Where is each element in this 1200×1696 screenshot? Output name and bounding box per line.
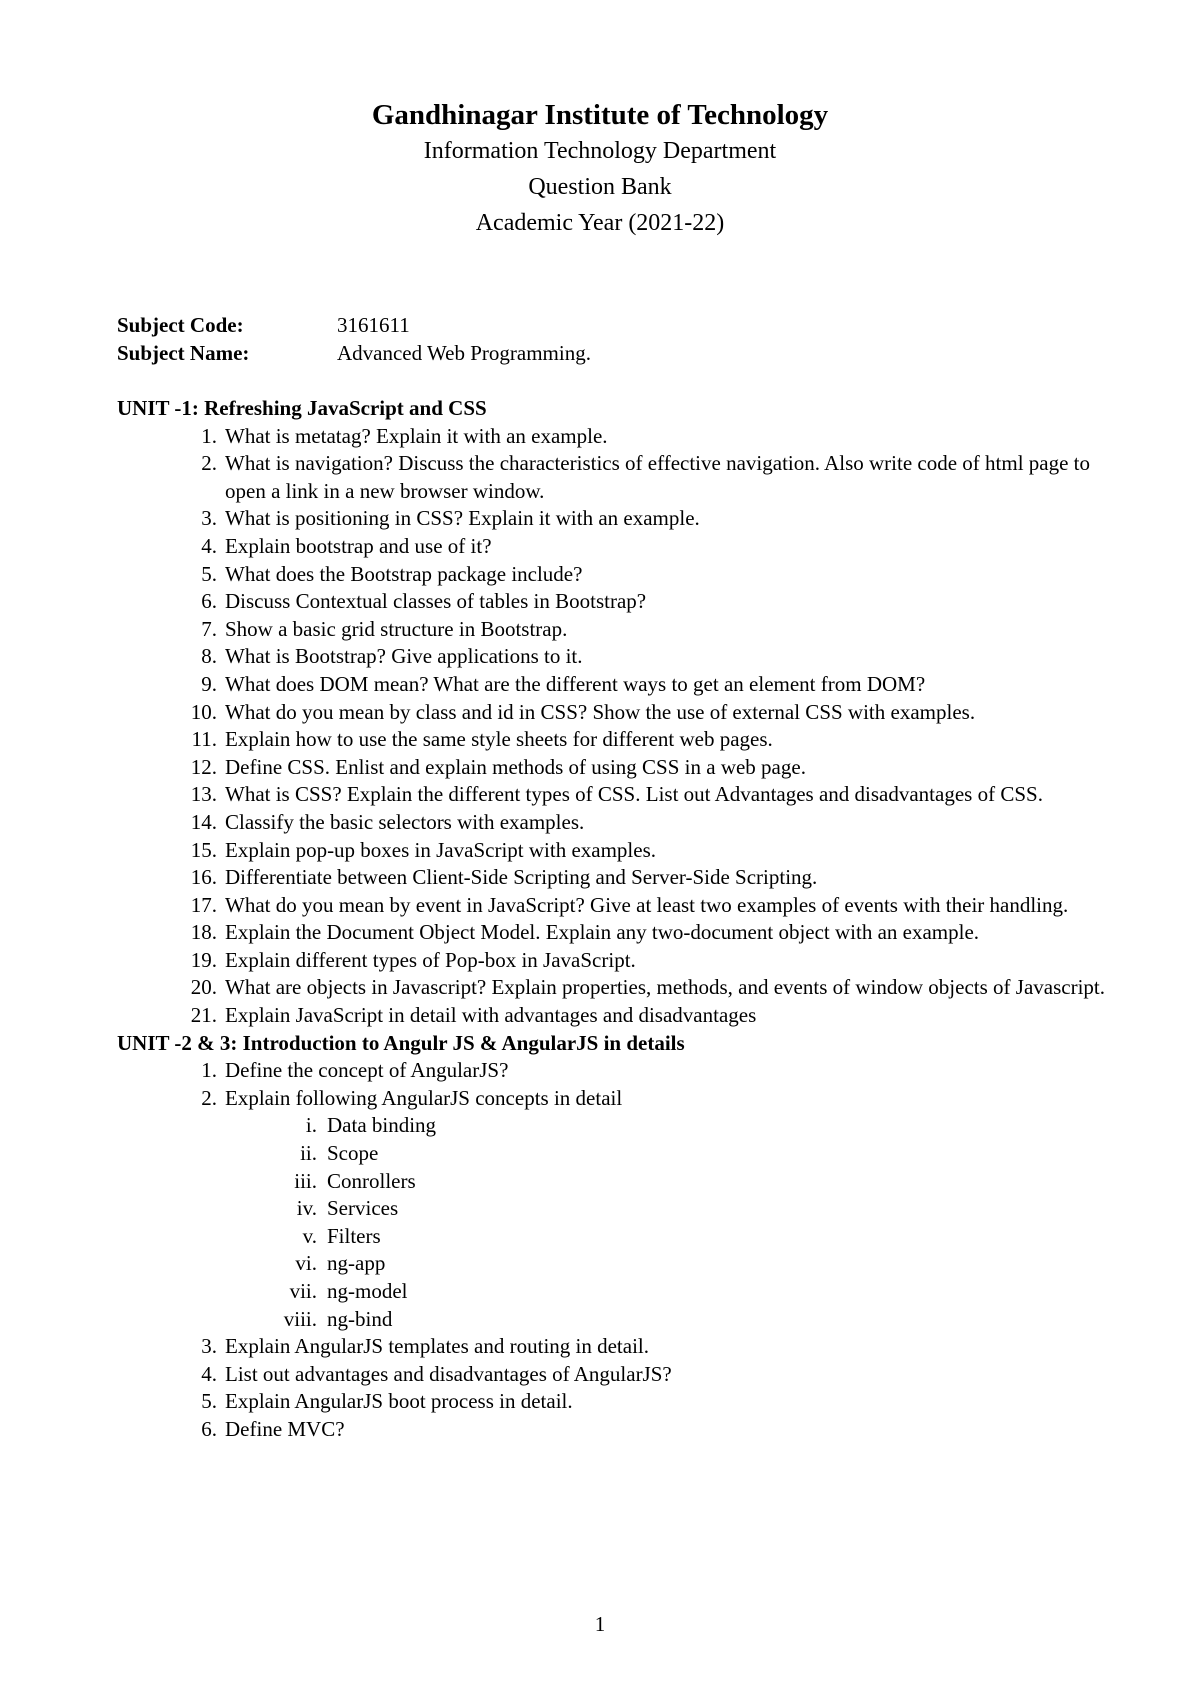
question-item [117,919,1107,947]
subitem-number: viii. [283,1306,317,1331]
question-item [117,588,1107,616]
question-item [117,1416,1107,1444]
subitem [117,1278,1107,1306]
question-item-text: What is navigation? Discuss the characteristics of effective navigation. Also write code of html page to open a link in a new browser window. [225,451,1091,503]
subitem [117,1250,1107,1278]
question-item [117,837,1107,865]
question-item [117,1057,1107,1085]
subitem [117,1223,1107,1251]
question-item [117,809,1107,837]
subject-info [117,311,591,367]
unit-2-subitem-list [117,1112,1107,1333]
unit-1-question-list [117,423,1107,1030]
question-item-number: 1. [201,423,217,448]
subitem-text: Filters [327,1223,381,1248]
question-item-text: What is positioning in CSS? Explain it with an example. [225,506,700,531]
question-item-text: What does the Bootstrap package include? [225,561,583,586]
question-item-text: Explain JavaScript in detail with advantages and disadvantages [225,1003,757,1028]
question-item-number: 11. [191,727,217,752]
unit-2-question-list [117,1333,1107,1443]
question-item [117,947,1107,975]
subject-name-label: Subject Name: [117,341,250,365]
question-text: Explain following AngularJS concepts in detail [225,1085,623,1110]
question-item-text: Differentiate between Client-Side Scripting and Server-Side Scripting. [225,865,818,890]
question-item-text: Explain AngularJS templates and routing in detail. [225,1334,650,1359]
question-item-number: 3. [201,1334,217,1359]
question-content [117,395,1107,1444]
question-item-text: What is metatag? Explain it with an example. [225,423,608,448]
question-item [117,505,1107,533]
question-item-number: 4. [201,533,217,558]
question-item-number: 18. [190,920,217,945]
question-item [117,1388,1107,1416]
question-item [117,864,1107,892]
unit-1-heading: UNIT -1: Refreshing JavaScript and CSS [117,396,487,420]
question-item-number: 9. [201,671,217,696]
subitem-number: vi. [295,1251,317,1276]
subject-name-value: Advanced Web Programming. [337,341,591,365]
question-item-text: Discuss Contextual classes of tables in Bootstrap? [225,589,647,614]
question-item-number: 14. [190,809,217,834]
academic-year-line: Academic Year (2021-22) [475,210,725,236]
subitem-text: Services [327,1196,399,1221]
question-item-number: 8. [201,644,217,669]
question-item-number: 5. [201,1389,217,1414]
question-item-text: What are objects in Javascript? Explain properties, methods, and events of window objects of Javascript. [225,975,1105,1000]
question-item-text: Explain different types of Pop-box in JavaScript. [225,947,636,972]
subject-name-row [117,339,591,367]
subitem-text: ng-bind [327,1306,393,1331]
question-item [117,450,1107,505]
subitem [117,1306,1107,1334]
question-item [117,754,1107,782]
question-item [117,1333,1107,1361]
question-item-number: 21. [190,1003,217,1028]
question-item-text: Show a basic grid structure in Bootstrap. [225,616,568,641]
unit-2-heading: UNIT -2 & 3: Introduction to Angulr JS & AngularJS in details [117,1030,685,1055]
subitem-number: iv. [296,1196,317,1221]
question-number: 2. [201,1085,217,1110]
subitem-number: vii. [289,1279,317,1303]
subitem-text: Scope [327,1141,379,1166]
question-item-text: Define CSS. Enlist and explain methods of using CSS in a web page. [225,754,806,779]
question-item [117,974,1107,1002]
question-text: Define the concept of AngularJS? [225,1058,509,1083]
institute-title: Gandhinagar Institute of Technology [371,99,829,131]
question-item-number: 19. [190,947,217,972]
question-item-number: 2. [201,451,217,476]
question-item-text: Explain pop-up boxes in JavaScript with examples. [225,837,657,862]
question-item-number: 20. [190,975,217,1000]
subitem-number: ii. [300,1141,317,1166]
question-item [117,726,1107,754]
question-number: 1. [201,1058,217,1083]
question-item-text: What do you mean by class and id in CSS? Show the use of external CSS with examples. [225,699,976,724]
subitem [117,1168,1107,1196]
question-item-number: 4. [201,1361,217,1386]
department-line: Information Technology Department [423,138,777,164]
question-item-text: What is Bootstrap? Give applications to it. [225,644,583,669]
question-item-text: List out advantages and disadvantages of AngularJS? [225,1361,672,1386]
question-item-number: 15. [190,837,217,862]
question-item [117,892,1107,920]
document-header [0,97,1200,241]
question-item-number: 6. [201,589,217,614]
question-item [117,561,1107,589]
question-item [117,616,1107,644]
page-number: 1 [594,1612,606,1636]
question-item [117,643,1107,671]
question-item-text: Explain AngularJS boot process in detail. [225,1389,573,1414]
subitem-text: ng-app [327,1251,386,1276]
doc-type-line: Question Bank [528,174,672,200]
subitem [117,1140,1107,1168]
question-item-text: Explain bootstrap and use of it? [225,533,492,558]
question-item-text: Explain how to use the same style sheets for different web pages. [225,727,773,752]
subitem-text: Conrollers [327,1168,416,1193]
subitem [117,1112,1107,1140]
question-item [117,1361,1107,1389]
question-item-number: 6. [201,1416,217,1441]
question-item [117,671,1107,699]
subject-code-value: 3161611 [337,313,410,337]
question-item [117,1085,1107,1113]
question-item-text: What does DOM mean? What are the different ways to get an element from DOM? [225,671,926,696]
question-item [117,1002,1107,1030]
subitem-text: Data binding [327,1113,437,1138]
question-item-number: 16. [190,865,217,890]
question-item [117,781,1107,809]
question-item-text: What do you mean by event in JavaScript? Give at least two examples of events with their handling. [225,892,1069,917]
question-item-number: 12. [190,754,217,779]
question-item-number: 5. [201,561,217,586]
question-item [117,533,1107,561]
question-item-number: 13. [190,782,217,807]
question-item [117,423,1107,451]
subitem [117,1195,1107,1223]
subitem-text: ng-model [327,1279,408,1303]
question-item-text: Explain the Document Object Model. Explain any two-document object with an example. [225,920,980,945]
question-item [117,699,1107,727]
subject-code-label: Subject Code: [117,313,244,337]
subitem-number: v. [302,1223,317,1248]
subitem-number: iii. [294,1168,317,1193]
question-item-text: Define MVC? [225,1416,345,1441]
subitem-number: i. [305,1113,317,1138]
question-item-text: What is CSS? Explain the different types of CSS. List out Advantages and disadvantages of CSS. [225,782,1043,807]
subject-code-row [117,311,591,339]
question-item-number: 17. [190,892,217,917]
question-item-number: 7. [201,616,217,641]
question-item-number: 10. [190,699,217,724]
question-item-number: 3. [201,506,217,531]
question-item-text: Classify the basic selectors with examples. [225,809,585,834]
